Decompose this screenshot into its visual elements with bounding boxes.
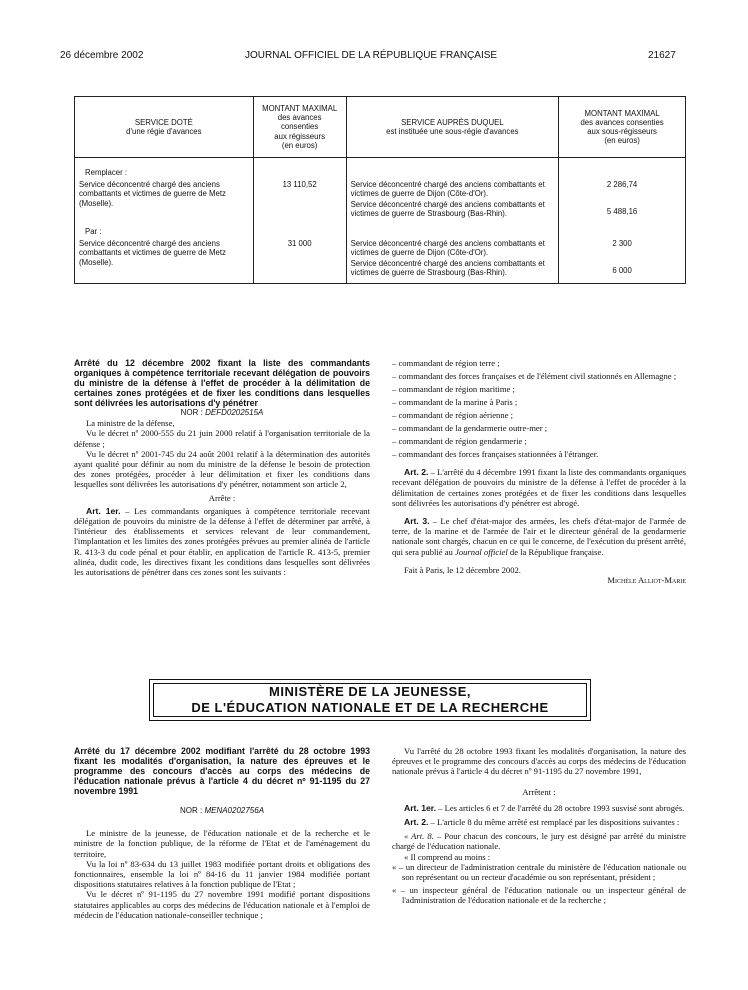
table-row: [75, 177, 686, 218]
arrete1-art1: Art. 1er. – Les commandants organiques à compétence territoriale recevant délégation de pouvoirs du ministre de la défense à l'effet de déterminer par arrêté, à l'intérieur des établissements et services relevant de leur commandement, l'implantation et les limites des zones protégées prévues au premier alinéa de l'article R. 413-3 du code pénal et pour établir, en application de l'article R. 413-5, premier alinéa, dudit code, les directives fixant les conditions dans lesquelles sont délivrées les autorisations de pénétrer dans ces zones sont les suivants :: [74, 505, 370, 578]
list-item: « – un directeur de l'administration centrale du ministère de l'éducation nationale ou son représentant ou un recteur d'académie ou son représentant, président ;: [392, 861, 686, 883]
replace-sub2: Service déconcentré chargé des anciens combattants et victimes de guerre de Strasbourg (Bas-Rhin).: [350, 199, 545, 218]
replace-amount: 13 110,52: [282, 180, 317, 190]
arrete2-includes: « Il comprend au moins :: [404, 851, 491, 862]
list-item: – commandant des forces françaises stationnées à l'étranger.: [392, 449, 599, 459]
list-item: – commandant des forces françaises et de l'élément civil stationnés en Allemagne ;: [392, 371, 677, 381]
arrete1-arrete: Arrête :: [208, 492, 236, 503]
list-item: – commandant de région terre ;: [392, 358, 500, 368]
par-sub2-amount: 6 000: [612, 266, 632, 276]
list-item: « – un inspecteur général de l'éducation nationale ou un inspecteur général de l'administration de l'éducation nationale et de la recherche ;: [392, 885, 686, 906]
arrete1-p1: La ministre de la défense,: [86, 418, 175, 429]
header-date: 26 décembre 2002: [60, 50, 144, 61]
arrete1-nor: NOR : DEFD0202515A: [180, 408, 264, 417]
table-row: [75, 158, 686, 178]
arrete1-done: Fait à Paris, le 12 décembre 2002.: [404, 564, 521, 575]
table-header-service: SERVICE DOTÉ d'une régie d'avances: [75, 97, 254, 158]
table-header-subamount: MONTANT MAXIMAL des avances consenties aux sous-régisseurs (en euros): [559, 97, 686, 158]
par-sub1-amount: 2 300: [612, 239, 632, 249]
par-amount: 31 000: [287, 239, 312, 249]
page-header: [0, 48, 748, 64]
list-item: – commandant de région aérienne ;: [392, 410, 513, 420]
arrete2-p4: Vu l'arrêté du 28 octobre 1993 fixant les modalités d'organisation, la nature des épreuves et le programme des concours d'accès au corps des médecins de l'éducation nationale prévus à l'article 4 du décret nº 91-1195 du 27 novembre 1991,: [392, 746, 686, 777]
arrete1-art2: Art. 2. – L'arrêté du 4 décembre 1991 fixant la liste des commandants organiques recevant délégation de pouvoirs du ministre de la défense à l'effet de procéder à la délimitation de certaines zones protégées et de fixer les conditions dans lesquelles sont délivrées les autorisations d'y pénétrer est abrogé.: [392, 467, 686, 508]
par-sub2: Service déconcentré chargé des anciens combattants et victimes de guerre de Strasbourg (Bas-Rhin).: [350, 258, 545, 277]
replace-label: Remplacer :: [85, 168, 128, 177]
arrete2-arretent: Arrêtent :: [522, 786, 556, 797]
ministry-line2: DE L'ÉDUCATION NATIONALE ET DE LA RECHERCHE: [191, 700, 549, 715]
list-item: – commandant de la gendarmerie outre-mer ;: [392, 423, 548, 433]
ministry-heading-box: [149, 679, 591, 721]
arrete2-left-column: [74, 746, 370, 920]
ministry-inner-border: [153, 683, 587, 717]
regie-table: [74, 96, 686, 284]
arrete1-art3: Art. 3. – Le chef d'état-major des armées, les chefs d'état-major de l'armée de terre, de la marine et de l'armée de l'air et le directeur général de la gendarmerie nationale sont chargés, chacun en ce qui le concerne, de l'exécution du présent arrêté, qui sera publié au Journal officiel de la République française.: [392, 516, 686, 557]
arrete1-p2: Vu le décret nº 2000-555 du 21 juin 2000 relatif à l'organisation territoriale de la défense ;: [74, 428, 370, 449]
ministry-line1: MINISTÈRE DE LA JEUNESSE,: [269, 684, 471, 699]
arrete2-p2: Vu la loi nº 83-634 du 13 juillet 1983 modifiée portant droits et obligations des fonctionnaires, ensemble la loi nº 84-16 du 11 janvier 1984 modifiée portant dispositions statutaires relatives à la fonction publique de l'Etat ;: [74, 858, 370, 890]
commandants-list: [392, 358, 686, 459]
header-page-number: 21627: [648, 50, 676, 61]
replace-service: Service déconcentré chargé des anciens combattants et victimes de guerre de Metz (Moselle).: [79, 180, 226, 208]
arrete1-p3: Vu le décret nº 2001-745 du 24 août 2001 relatif à la détermination des autorités ayant qualité pour définir au nom du ministre de la défense le besoin de protection des zones protégées, procéder à leur délimitation et fixer les conditions dans lesquelles sont délivrées les autorisations d'y pénétrer, notamment son article 2,: [74, 448, 370, 490]
arrete2-art8: « Art. 8. – Pour chacun des concours, le jury est désigné par arrêté du ministre chargé de l'éducation nationale.: [392, 831, 686, 852]
arrete2-p3: Vu le décret nº 91-1195 du 27 novembre 1991 modifié portant dispositions statutaires applicables au corps des médecins de l'éducation nationale et à l'emploi de médecin de l'éducation nationale-conseiller technique ;: [74, 889, 370, 920]
arrete1-right-column: [392, 358, 686, 585]
arrete2-right-column: [392, 746, 686, 908]
table-row: [75, 218, 686, 236]
par-sub1: Service déconcentré chargé des anciens combattants et victimes de guerre de Dijon (Côte-d'Or).: [350, 239, 545, 258]
list-item: – commandant de région gendarmerie ;: [392, 436, 527, 446]
replace-sub2-amount: 5 488,16: [606, 207, 638, 217]
table-row: [75, 236, 686, 283]
jury-list: [392, 862, 686, 906]
arrete2-nor: NOR : MENA0202756A: [179, 806, 265, 815]
arrete1-title: Arrêté du 12 décembre 2002 fixant la liste des commandants organiques à compétence territoriale recevant délégation de pouvoirs du ministre de la défense à l'effet de procéder à la délimitation de certaines zones protégées et de fixer les conditions dans lesquelles sont délivrées les autorisations d'y pénétrer: [74, 358, 370, 408]
table-header-amount: MONTANT MAXIMAL des avances consenties aux régisseurs (en euros): [253, 97, 346, 158]
arrete1-left-column: [74, 358, 370, 577]
replace-sub1-amount: 2 286,74: [606, 180, 638, 190]
arrete1-signature: Michèle Alliot-Marie: [607, 575, 686, 586]
list-item: – commandant de région maritime ;: [392, 384, 515, 394]
arrete2-p1: Le ministre de la jeunesse, de l'éducation nationale et de la recherche et le ministre de la fonction publique, de la réforme de l'Etat et de l'aménagement du territoire,: [74, 828, 370, 859]
par-label: Par :: [85, 227, 102, 237]
arrete2-title: Arrêté du 17 décembre 2002 modifiant l'arrêté du 28 octobre 1993 fixant les modalités d'organisation, la nature des épreuves et le programme des concours d'accès au corps des médecins de l'éducation nationale prévus à l'article 4 du décret nº 91-1195 du 27 novembre 1991: [74, 746, 370, 796]
par-service: Service déconcentré chargé des anciens combattants et victimes de guerre de Metz (Moselle).: [79, 239, 226, 267]
replace-sub1: Service déconcentré chargé des anciens combattants et victimes de guerre de Dijon (Côte-d'Or).: [350, 180, 545, 199]
arrete2-art1: Art. 1er. – Les articles 6 et 7 de l'arrêté du 28 octobre 1993 susvisé sont abrogés.: [404, 802, 685, 813]
table-header-subservice: SERVICE AUPRÈS DUQUEL est instituée une sous-régie d'avances: [346, 97, 559, 158]
list-item: – commandant de la marine à Paris ;: [392, 397, 518, 407]
arrete2-art2: Art. 2. – L'article 8 du même arrêté est remplacé par les dispositions suivantes :: [404, 817, 680, 828]
header-journal-title: JOURNAL OFFICIEL DE LA RÉPUBLIQUE FRANÇAISE: [245, 50, 498, 61]
